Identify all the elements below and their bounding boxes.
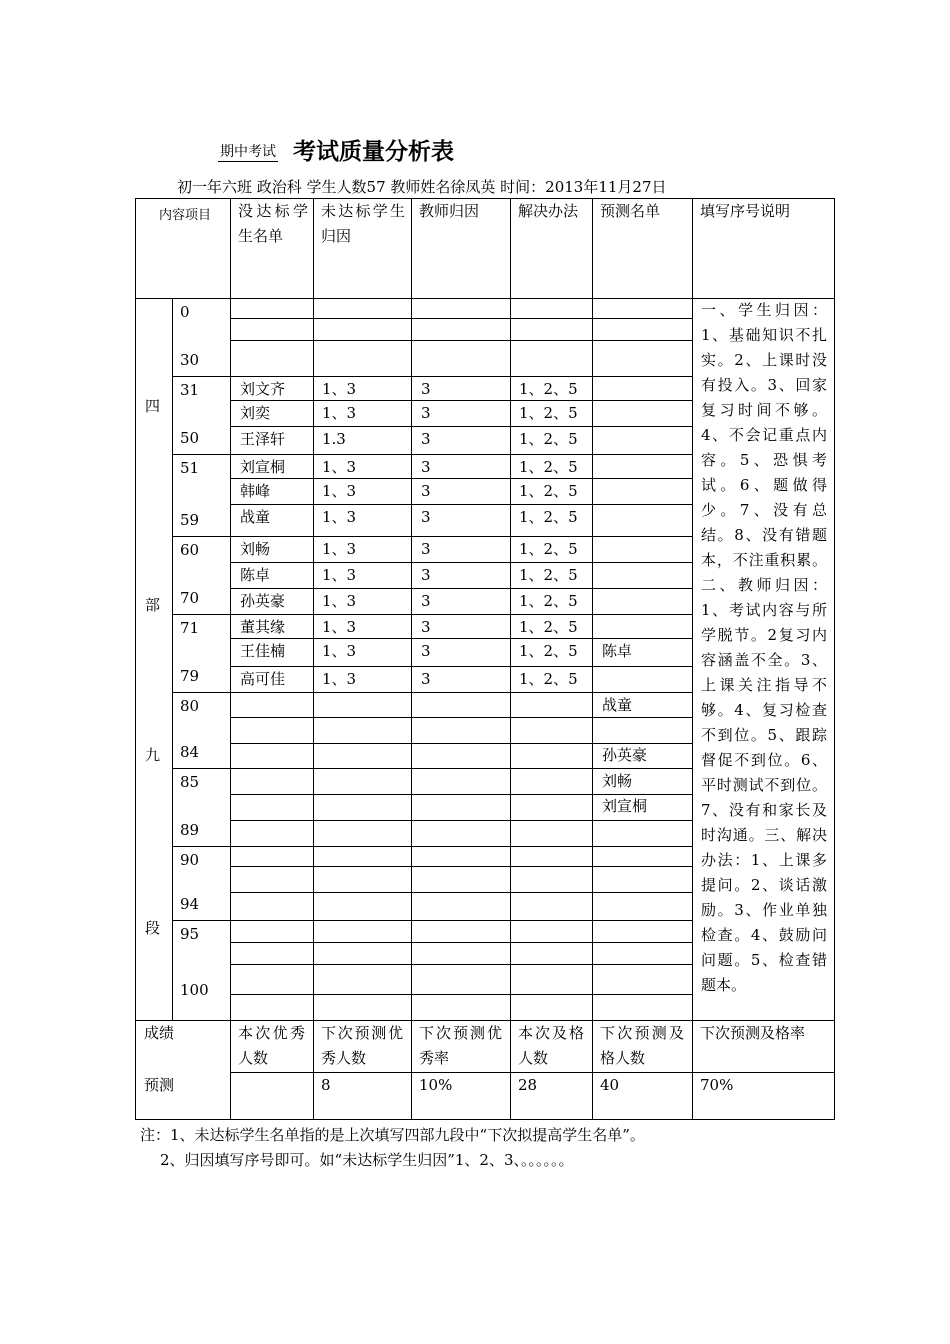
band-to: 100 [180, 981, 209, 999]
table-rule [411, 198, 412, 1120]
table-rule [230, 588, 693, 589]
table-row-student-reason: 1、3 [322, 482, 357, 500]
table-row-name: 王泽轩 [240, 430, 286, 448]
table-row-solution: 1、2、5 [519, 540, 578, 558]
table-row-student-reason: 1.3 [322, 430, 346, 448]
table-row-teacher-reason: 3 [421, 404, 431, 422]
table-row-student-reason: 1、3 [322, 592, 357, 610]
band-to: 89 [180, 821, 200, 839]
class-info-line: 初一年六班 政治科 学生人数57 教师姓名徐凤英 时间：2013年11月27日 [177, 178, 667, 196]
table-row-teacher-reason: 3 [421, 540, 431, 558]
band-to: 84 [180, 743, 200, 761]
forecast-label-bottom: 预测 [144, 1076, 175, 1094]
table-row-name: 韩峰 [240, 482, 271, 500]
table-rule [230, 942, 693, 943]
table-row-name: 高可佳 [240, 670, 286, 688]
table-rule [172, 920, 693, 921]
table-row-solution: 1、2、5 [519, 618, 578, 636]
prediction-name: 刘宣桐 [602, 797, 648, 815]
footnote-2: 2、归因填写序号即可。如“未达标学生归因”1、2、3、。。。。。。 [160, 1151, 574, 1169]
table-row-solution: 1、2、5 [519, 670, 578, 688]
table-row-teacher-reason: 3 [421, 566, 431, 584]
header-student-reason: 未达标学生归因 [321, 202, 405, 245]
table-rule [172, 298, 173, 1021]
table-rule [230, 400, 693, 401]
score-section-char: 部 [145, 596, 161, 614]
prediction-name: 战童 [602, 696, 633, 714]
forecast-header: 下次预测优秀率 [419, 1024, 502, 1067]
prediction-name: 孙英豪 [602, 746, 648, 764]
table-row-solution: 1、2、5 [519, 566, 578, 584]
table-rule [834, 198, 835, 1120]
table-rule [230, 666, 693, 667]
table-rule [230, 478, 693, 479]
table-row-teacher-reason: 3 [421, 458, 431, 476]
table-row-student-reason: 1、3 [322, 404, 357, 422]
forecast-header: 本次及格人数 [518, 1024, 584, 1067]
prediction-name: 刘畅 [602, 772, 633, 790]
table-row-teacher-reason: 3 [421, 592, 431, 610]
table-row-student-reason: 1、3 [322, 642, 357, 660]
band-to: 59 [180, 511, 200, 529]
band-from: 31 [180, 381, 200, 399]
forecast-label-top: 成绩 [144, 1024, 175, 1042]
table-row-solution: 1、2、5 [519, 380, 578, 398]
forecast-value: 8 [321, 1076, 331, 1094]
header-solution: 解决办法 [518, 202, 579, 220]
band-from: 80 [180, 697, 200, 715]
forecast-header: 下次预测及格率 [700, 1024, 806, 1042]
table-row-solution: 1、2、5 [519, 508, 578, 526]
table-rule [230, 964, 693, 965]
table-row-name: 刘文齐 [240, 380, 286, 398]
table-row-teacher-reason: 3 [421, 642, 431, 660]
forecast-header: 下次预测优秀人数 [321, 1024, 403, 1067]
table-row-teacher-reason: 3 [421, 670, 431, 688]
header-unqualified-names: 没达标学生名单 [238, 202, 308, 245]
table-rule [230, 504, 693, 505]
table-rule [692, 198, 693, 1120]
forecast-header: 本次优秀人数 [238, 1024, 305, 1067]
forecast-value: 40 [600, 1076, 620, 1094]
table-row-teacher-reason: 3 [421, 482, 431, 500]
table-row-name: 董其缘 [240, 618, 286, 636]
table-row-student-reason: 1、3 [322, 540, 357, 558]
score-section-char: 九 [145, 746, 161, 764]
score-section-char: 四 [145, 397, 161, 415]
table-rule [313, 198, 314, 1120]
instructions-text: 一、学生归因：1、基础知识不扎实。2、上课时没有投入。3、回家复习时间不够。4、不会记重点内容。5、恐惧考试。6、题做得少。7、没有总结。8、没有错题本，不注重积累。二、教师归因：1、考试内容与所学脱节。2复习内容涵盖不全。3、上课关注指导不够。4、复习检查不到位。5、跟踪督促不到位。6、平时测试不到位。7、没有和家长及时沟通。三、解决办法：1、上课多提问。2、谈话激励。3、作业单独检查。4、鼓励问问题。5、检查错题本。 [701, 301, 827, 994]
table-row-student-reason: 1、3 [322, 566, 357, 584]
exam-type-label: 期中考试 [220, 144, 276, 160]
table-rule [230, 866, 693, 867]
table-rule [230, 426, 693, 427]
band-from: 71 [180, 619, 200, 637]
table-row-prediction: 陈卓 [602, 642, 633, 660]
band-from: 90 [180, 851, 200, 869]
table-row-student-reason: 1、3 [322, 670, 357, 688]
analysis-table [135, 198, 834, 1119]
table-row-teacher-reason: 3 [421, 380, 431, 398]
forecast-value: 28 [518, 1076, 538, 1094]
table-row-teacher-reason: 3 [421, 618, 431, 636]
table-rule [230, 198, 231, 1120]
table-row-teacher-reason: 3 [421, 430, 431, 448]
table-row-name: 刘畅 [240, 540, 271, 558]
band-from: 51 [180, 459, 200, 477]
table-rule [230, 820, 693, 821]
header-prediction-list: 预测名单 [600, 202, 661, 220]
table-rule [135, 1119, 835, 1120]
forecast-value: 10% [419, 1076, 453, 1094]
table-row-solution: 1、2、5 [519, 430, 578, 448]
table-row-solution: 1、2、5 [519, 642, 578, 660]
table-row-student-reason: 1、3 [322, 508, 357, 526]
table-row-solution: 1、2、5 [519, 592, 578, 610]
table-row-name: 孙英豪 [240, 592, 286, 610]
forecast-header: 下次预测及格人数 [600, 1024, 684, 1067]
table-row-student-reason: 1、3 [322, 380, 357, 398]
header-teacher-reason: 教师归因 [419, 202, 480, 220]
table-row-solution: 1、2、5 [519, 458, 578, 476]
table-rule [135, 198, 136, 1120]
table-row-student-reason: 1、3 [322, 618, 357, 636]
band-to: 30 [180, 351, 200, 369]
table-row-solution: 1、2、5 [519, 404, 578, 422]
table-rule [230, 318, 693, 319]
table-rule [510, 198, 511, 1120]
table-row-name: 刘宣桐 [240, 458, 286, 476]
forecast-value: 70% [700, 1076, 734, 1094]
table-rule [172, 846, 693, 847]
table-row-solution: 1、2、5 [519, 482, 578, 500]
table-rule [592, 198, 593, 1120]
table-row-student-reason: 1、3 [322, 458, 357, 476]
band-to: 79 [180, 667, 200, 685]
band-from: 85 [180, 773, 200, 791]
table-rule [230, 994, 693, 995]
band-from: 60 [180, 541, 200, 559]
header-content-item: 内容项目 [159, 208, 212, 223]
table-row-teacher-reason: 3 [421, 508, 431, 526]
band-to: 94 [180, 895, 200, 913]
table-rule [230, 892, 693, 893]
page-title: 考试质量分析表 [293, 139, 454, 165]
band-to: 50 [180, 429, 200, 447]
band-from: 95 [180, 925, 200, 943]
band-from: 0 [180, 303, 190, 321]
table-row-name: 战童 [240, 508, 271, 526]
score-section-char: 段 [145, 919, 161, 937]
header-instructions: 填写序号说明 [700, 202, 791, 220]
table-rule [230, 562, 693, 563]
table-row-name: 陈卓 [240, 566, 271, 584]
table-row-name: 王佳楠 [240, 642, 286, 660]
footnote-1: 注：1、未达标学生名单指的是上次填写四部九段中“下次拟提高学生名单”。 [140, 1126, 645, 1144]
table-rule [230, 340, 693, 341]
table-row-name: 刘奕 [240, 404, 271, 422]
band-to: 70 [180, 589, 200, 607]
